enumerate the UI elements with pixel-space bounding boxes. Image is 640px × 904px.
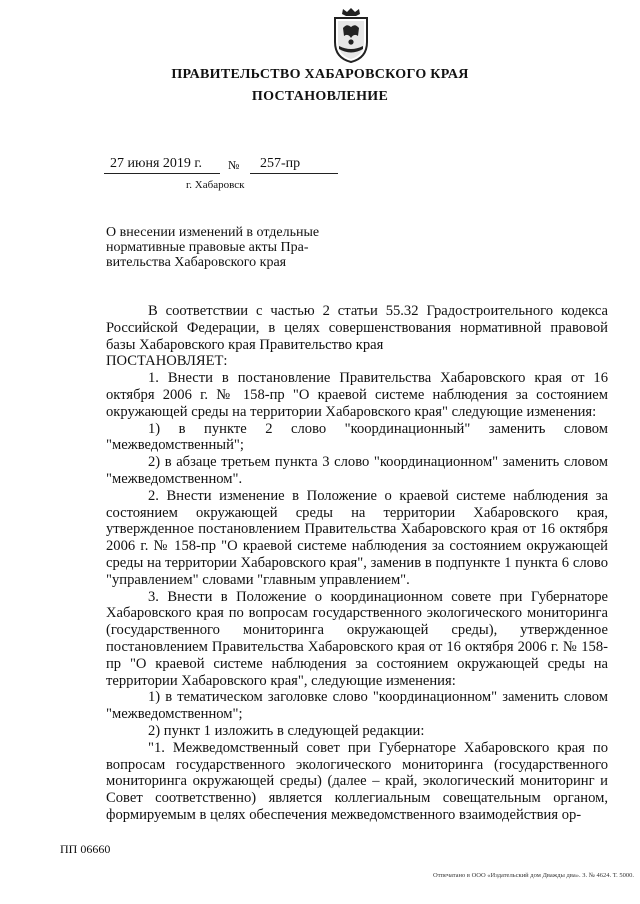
quoted-paragraph: "1. Межведомственный совет при Губернаторе Хабаровского края по вопросам государственного экологического мониторинга (государственного мониторинга окружающей среды) (далее – край, экологический мониторинг и Совет соответственно) является коллегиальным совещательным органом, формируемым в целях обеспечения межведомственного взаимодействия ор- xyxy=(106,739,608,823)
number-label: № xyxy=(228,158,240,172)
document-date: 27 июня 2019 г. xyxy=(110,156,203,171)
document-code: ПП 06660 xyxy=(60,842,111,856)
document-type-title: ПОСТАНОВЛЕНИЕ xyxy=(251,89,389,104)
paragraph-3-item-1: 1) в тематическом заголовке слово "координационном" заменить словом "межведомственном"; xyxy=(106,689,608,723)
resolves-heading: ПОСТАНОВЛЯЕТ: xyxy=(106,353,228,370)
paragraph-1: 1. Внести в постановление Правительства Хабаровского края от 16 октября 2006 г. № 158-пр "О краевой системе наблюдения за состоянием окружающей среды на территории Хабаровского края" следующие изменения: xyxy=(106,370,608,420)
coat-of-arms-icon xyxy=(329,6,373,64)
paragraph-1-item-2: 2) в абзаце третьем пункта 3 слово "координационном" заменить словом "межведомственном". xyxy=(106,454,608,487)
subject-line: нормативные правовые акты Пра- xyxy=(106,240,309,255)
paragraph-3: 3. Внести в Положение о координационном совете при Губернаторе Хабаровского края по вопросам государственного экологического мониторинга (государственного мониторинга окружающей среды), утвержденное постановлением Правительства Хабаровского края от 16 октября 2006 г. № 158-пр "О краевой системе наблюдения за состоянием окружающей среды на территории Хабаровского края", следующие изменения: xyxy=(106,588,608,689)
number-underline xyxy=(250,173,338,174)
subject-line: вительства Хабаровского края xyxy=(106,255,287,270)
document-subject xyxy=(106,225,346,270)
organization-title: ПРАВИТЕЛЬСТВО ХАБАРОВСКОГО КРАЯ xyxy=(171,67,469,82)
date-number-row xyxy=(104,156,344,176)
date-underline xyxy=(104,173,220,174)
paragraph-2: 2. Внести изменение в Положение о краевой системе наблюдения за состоянием окружающей среды на территории Хабаровского края, утвержденное постановлением Правительства Хабаровского края от 16 октября 2006 г. № 158-пр "О краевой системе наблюдения за состоянием окружающей среды на территории Хабаровского края", заменив в подпункте 1 пункта 6 слово "управлением" словами "главным управлением". xyxy=(106,487,608,588)
document-number: 257-пр xyxy=(260,156,301,171)
paragraph-3-item-2: 2) пункт 1 изложить в следующей редакции: xyxy=(148,722,425,739)
paragraph-1-item-1: 1) в пункте 2 слово "координационный" заменить словом "межведомственный"; xyxy=(106,420,608,454)
print-note: Отпечатано в ООО «Издательский дом Дважды два». З. № 4624. Т. 5000. xyxy=(433,872,634,879)
document-city: г. Хабаровск xyxy=(186,179,245,191)
preamble-paragraph: В соответствии с частью 2 статьи 55.32 Градостроительного кодекса Российской Федерации, в целях совершенствования нормативной правовой базы Хабаровского края Правительство края xyxy=(106,303,608,353)
document-body xyxy=(106,303,608,824)
subject-line: О внесении изменений в отдельные xyxy=(106,225,320,240)
